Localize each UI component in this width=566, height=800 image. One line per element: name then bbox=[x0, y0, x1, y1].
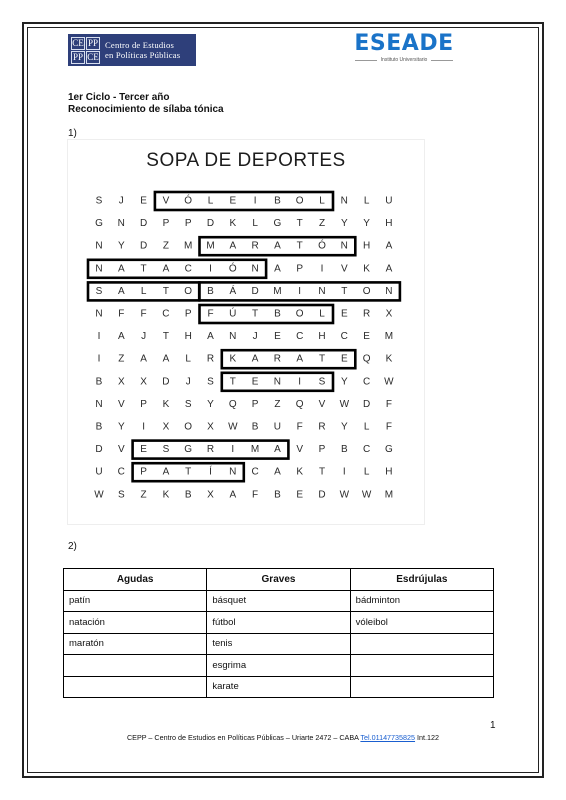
column-header-graves: Graves bbox=[207, 569, 350, 591]
grid-letter: N bbox=[95, 263, 103, 275]
grid-letter: A bbox=[162, 263, 170, 275]
grid-letter: T bbox=[318, 353, 326, 365]
grid-letter: L bbox=[363, 195, 370, 207]
footer-text: CEPP – Centro de Estudios en Políticas Públicas – Uriarte 2472 – CABA bbox=[126, 733, 359, 742]
grid-letter: C bbox=[184, 263, 192, 275]
grid-letter: A bbox=[162, 353, 170, 365]
grid-letter: A bbox=[274, 240, 281, 252]
table-cell: bádminton bbox=[350, 590, 493, 612]
grid-letter: C bbox=[162, 308, 170, 320]
grid-letter: Y bbox=[340, 376, 348, 388]
grid-letter: X bbox=[207, 489, 214, 501]
grid-letter: D bbox=[139, 240, 148, 252]
grid-letter: L bbox=[185, 353, 191, 365]
grid-letter: R bbox=[362, 308, 371, 320]
grid-letter: A bbox=[385, 263, 393, 275]
exercise-1-label: 1) bbox=[68, 128, 77, 139]
grid-letter: R bbox=[206, 353, 215, 365]
grid-letter: N bbox=[229, 466, 237, 478]
grid-letter: N bbox=[95, 240, 103, 252]
grid-letter: N bbox=[273, 376, 282, 388]
grid-letter: F bbox=[296, 421, 303, 433]
grid-letter: H bbox=[385, 218, 393, 230]
grid-letter: Y bbox=[340, 421, 348, 433]
grid-letter: N bbox=[340, 195, 348, 207]
cepp-line1: Centro de Estudios bbox=[105, 40, 175, 50]
grid-letter: A bbox=[251, 353, 259, 365]
table-row bbox=[64, 633, 494, 655]
grid-letter: Y bbox=[207, 398, 214, 410]
table-cell: fútbol bbox=[207, 612, 350, 634]
grid-letter: B bbox=[95, 376, 103, 388]
grid-letter: U bbox=[385, 195, 393, 207]
grid-letter: C bbox=[117, 466, 125, 478]
grid-letter: Ó bbox=[184, 195, 193, 207]
grid-letter: A bbox=[117, 263, 125, 275]
grid-letter: M bbox=[250, 444, 260, 456]
cepp-line2: en Políticas Públicas bbox=[105, 50, 181, 60]
table-cell: tenis bbox=[207, 633, 350, 655]
grid-letter: Ú bbox=[229, 308, 237, 320]
grid-letter: D bbox=[318, 489, 326, 501]
grid-letter: I bbox=[231, 444, 235, 456]
grid-letter: M bbox=[273, 285, 282, 297]
grid-letter: N bbox=[229, 331, 237, 343]
grid-letter: N bbox=[251, 263, 259, 275]
grid-letter: A bbox=[207, 331, 214, 343]
grid-letter: E bbox=[340, 308, 348, 320]
grid-letter: K bbox=[162, 398, 170, 410]
grid-letter: K bbox=[229, 353, 237, 365]
divider bbox=[431, 60, 453, 61]
grid-letter: W bbox=[339, 489, 350, 501]
grid-letter: J bbox=[185, 376, 191, 388]
grid-letter: S bbox=[95, 195, 103, 207]
grid-letter: A bbox=[117, 331, 125, 343]
heading-course: 1er Ciclo - Tercer año bbox=[68, 92, 170, 103]
grid-letter: I bbox=[97, 353, 101, 365]
grid-letter: O bbox=[362, 285, 371, 297]
eseade-subtitle-row bbox=[345, 56, 463, 64]
grid-letter: V bbox=[318, 398, 326, 410]
grid-letter: E bbox=[140, 195, 147, 207]
grid-letter: N bbox=[95, 398, 103, 410]
footer-extension: Int.122 bbox=[417, 733, 440, 742]
grid-letter: Y bbox=[340, 218, 348, 230]
grid-letter: W bbox=[339, 398, 350, 410]
grid-letter: P bbox=[296, 263, 304, 275]
grid-letter: I bbox=[253, 195, 257, 207]
grid-letter: O bbox=[184, 285, 193, 297]
grid-letter: R bbox=[273, 353, 282, 365]
grid-letter: N bbox=[117, 218, 125, 230]
grid-letter: L bbox=[140, 285, 147, 297]
heading-topic: Reconocimiento de sílaba tónica bbox=[68, 104, 224, 115]
grid-letter: M bbox=[206, 240, 215, 252]
grid-letter: E bbox=[363, 331, 370, 343]
grid-letter: L bbox=[252, 218, 258, 230]
grid-letter: S bbox=[318, 376, 326, 388]
grid-letter: T bbox=[185, 466, 192, 478]
grid-letter: S bbox=[95, 285, 103, 297]
grid-letter: K bbox=[229, 218, 237, 230]
grid-letter: D bbox=[139, 218, 148, 230]
eseade-name: ESEADE bbox=[354, 31, 454, 56]
grid-letter: V bbox=[162, 195, 170, 207]
grid-letter: I bbox=[298, 376, 302, 388]
table-cell bbox=[350, 676, 493, 698]
grid-letter: V bbox=[296, 444, 304, 456]
grid-letter: A bbox=[229, 240, 237, 252]
table-cell: esgrima bbox=[207, 655, 350, 677]
grid-letter: B bbox=[95, 421, 103, 433]
column-header-agudas: Agudas bbox=[64, 569, 207, 591]
grid-letter: Á bbox=[229, 285, 237, 297]
cepp-letter: CE bbox=[72, 37, 84, 48]
grid-letter: C bbox=[362, 444, 371, 456]
grid-letter: X bbox=[385, 308, 393, 320]
grid-letter: J bbox=[141, 331, 147, 343]
grid-letter: F bbox=[385, 398, 392, 410]
grid-letter: Z bbox=[140, 489, 147, 501]
word-search-puzzle bbox=[68, 140, 424, 524]
grid-letter: A bbox=[296, 353, 304, 365]
grid-letter: I bbox=[342, 466, 346, 478]
grid-letter: B bbox=[274, 195, 281, 207]
found-word-box bbox=[200, 305, 334, 323]
grid-letter: K bbox=[296, 466, 304, 478]
cepp-letter: CE bbox=[87, 51, 99, 62]
grid-letter: B bbox=[184, 489, 192, 501]
grid-letter: B bbox=[207, 285, 214, 297]
grid-letter: P bbox=[251, 398, 259, 410]
grid-letter: C bbox=[362, 376, 371, 388]
grid-letter: T bbox=[252, 308, 259, 320]
grid-letter: H bbox=[362, 240, 371, 252]
table-row bbox=[64, 590, 494, 612]
grid-letter: I bbox=[298, 285, 302, 297]
grid-letter: Ó bbox=[318, 240, 326, 252]
table-cell bbox=[350, 655, 493, 677]
table-header-row bbox=[64, 569, 494, 591]
divider bbox=[355, 60, 377, 61]
grid-letter: X bbox=[117, 376, 125, 388]
grid-letter: Y bbox=[117, 421, 125, 433]
table-cell: karate bbox=[207, 676, 350, 698]
grid-letter: X bbox=[207, 421, 214, 433]
grid-letter: E bbox=[274, 331, 281, 343]
grid-letter: I bbox=[97, 331, 101, 343]
table-cell: maratón bbox=[64, 633, 207, 655]
grid-letter: E bbox=[251, 376, 259, 388]
found-word-box bbox=[88, 260, 266, 278]
word-search-grid bbox=[68, 140, 424, 524]
grid-letter: S bbox=[117, 489, 125, 501]
grid-letter: Ó bbox=[228, 263, 237, 275]
grid-letter: A bbox=[274, 263, 281, 275]
grid-letter: N bbox=[95, 308, 103, 320]
grid-letter: N bbox=[318, 285, 326, 297]
grid-letter: F bbox=[140, 308, 147, 320]
grid-letter: C bbox=[340, 331, 348, 343]
grid-letter: L bbox=[363, 421, 370, 433]
grid-letter: N bbox=[340, 240, 348, 252]
grid-letter: W bbox=[384, 376, 394, 388]
grid-letter: P bbox=[184, 308, 192, 320]
eseade-logo bbox=[345, 32, 463, 66]
grid-letter: H bbox=[318, 331, 326, 343]
grid-letter: E bbox=[229, 195, 237, 207]
grid-letter: K bbox=[162, 489, 170, 501]
grid-letter: L bbox=[207, 195, 214, 207]
grid-letter: A bbox=[162, 466, 170, 478]
grid-letter: A bbox=[274, 466, 281, 478]
grid-letter: D bbox=[95, 444, 103, 456]
grid-letter: P bbox=[162, 218, 170, 230]
grid-letter: I bbox=[142, 421, 145, 433]
table-cell: básquet bbox=[207, 590, 350, 612]
grid-letter: A bbox=[274, 444, 281, 456]
table-cell bbox=[350, 633, 493, 655]
grid-letter: B bbox=[274, 489, 281, 501]
grid-letter: W bbox=[228, 421, 238, 433]
grid-letter: H bbox=[184, 331, 192, 343]
grid-letter: O bbox=[184, 421, 193, 433]
grid-letter: P bbox=[184, 218, 192, 230]
grid-letter: L bbox=[319, 195, 325, 207]
footer bbox=[0, 733, 566, 742]
grid-letter: I bbox=[209, 263, 212, 275]
grid-letter: T bbox=[140, 263, 147, 275]
grid-letter: M bbox=[384, 489, 394, 501]
grid-letter: C bbox=[251, 466, 259, 478]
grid-letter: U bbox=[273, 421, 282, 433]
table-cell: patín bbox=[64, 590, 207, 612]
grid-letter: Q bbox=[295, 398, 304, 410]
grid-letter: S bbox=[207, 376, 214, 388]
grid-letter: A bbox=[385, 240, 393, 252]
grid-letter: N bbox=[385, 285, 393, 297]
grid-letter: E bbox=[140, 444, 147, 456]
grid-letter: G bbox=[273, 218, 282, 230]
grid-letter: G bbox=[184, 444, 193, 456]
grid-letter: J bbox=[252, 331, 258, 343]
grid-letter: F bbox=[118, 308, 125, 320]
grid-letter: K bbox=[363, 263, 370, 275]
table-cell bbox=[64, 655, 207, 677]
grid-letter: E bbox=[340, 353, 348, 365]
grid-letter: D bbox=[251, 285, 259, 297]
table-row bbox=[64, 612, 494, 634]
grid-letter: D bbox=[162, 376, 170, 388]
exercise-2-label: 2) bbox=[68, 541, 77, 552]
grid-letter: T bbox=[229, 376, 236, 388]
grid-letter: Y bbox=[117, 240, 125, 252]
grid-letter: L bbox=[319, 308, 325, 320]
grid-letter: B bbox=[251, 421, 259, 433]
grid-letter: O bbox=[295, 195, 304, 207]
found-word-box bbox=[222, 350, 355, 368]
grid-letter: A bbox=[229, 489, 237, 501]
grid-letter: M bbox=[184, 240, 193, 252]
grid-letter: C bbox=[296, 331, 304, 343]
grid-letter: V bbox=[340, 263, 348, 275]
table-row bbox=[64, 655, 494, 677]
table-cell: vóleibol bbox=[350, 612, 493, 634]
grid-letter: Z bbox=[318, 218, 326, 230]
grid-letter: D bbox=[206, 218, 215, 230]
cepp-logo-mark bbox=[71, 37, 100, 64]
grid-letter: V bbox=[117, 398, 125, 410]
grid-letter: E bbox=[296, 489, 304, 501]
grid-letter: P bbox=[140, 466, 147, 478]
grid-letter: Í bbox=[209, 466, 212, 478]
cepp-logo bbox=[68, 34, 196, 66]
eseade-subtitle: Instituto Universitario bbox=[380, 57, 428, 63]
grid-letter: B bbox=[340, 444, 348, 456]
page-number: 1 bbox=[490, 720, 496, 731]
grid-letter: S bbox=[184, 398, 192, 410]
grid-letter: G bbox=[95, 218, 103, 230]
cepp-letter: PP bbox=[87, 37, 98, 48]
grid-letter: R bbox=[206, 444, 215, 456]
grid-letter: R bbox=[318, 421, 326, 433]
grid-letter: G bbox=[385, 444, 393, 456]
grid-letter: D bbox=[362, 398, 371, 410]
grid-letter: R bbox=[251, 240, 259, 252]
grid-letter: Z bbox=[118, 353, 125, 365]
accent-classification-table bbox=[63, 568, 494, 698]
grid-letter: W bbox=[361, 489, 372, 501]
table-row bbox=[64, 676, 494, 698]
grid-letter: W bbox=[94, 489, 104, 501]
grid-letter: A bbox=[117, 285, 125, 297]
grid-letter: B bbox=[274, 308, 281, 320]
word-search-title: SOPA DE DEPORTES bbox=[146, 150, 346, 171]
grid-letter: T bbox=[341, 285, 348, 297]
cepp-logo-text bbox=[105, 40, 180, 60]
grid-letter: P bbox=[318, 444, 326, 456]
grid-letter: Z bbox=[162, 240, 169, 252]
grid-letter: M bbox=[384, 331, 394, 343]
grid-letter: Z bbox=[274, 398, 281, 410]
grid-letter: U bbox=[95, 466, 103, 478]
grid-letter: A bbox=[140, 353, 147, 365]
footer-phone-link[interactable]: Tel.01147735825 bbox=[360, 733, 416, 742]
grid-letter: H bbox=[385, 466, 393, 478]
grid-letter: J bbox=[118, 195, 124, 207]
grid-letter: K bbox=[385, 353, 393, 365]
grid-letter: T bbox=[296, 218, 303, 230]
table-cell bbox=[64, 676, 207, 698]
grid-letter: Q bbox=[228, 398, 237, 410]
grid-letter: X bbox=[140, 376, 147, 388]
grid-letter: F bbox=[252, 489, 259, 501]
grid-letter: T bbox=[162, 331, 169, 343]
grid-letter: V bbox=[117, 444, 125, 456]
cepp-letter: PP bbox=[72, 51, 83, 62]
column-header-esdrujulas: Esdrújulas bbox=[350, 569, 493, 591]
grid-letter: X bbox=[162, 421, 170, 433]
grid-letter: O bbox=[295, 308, 304, 320]
grid-letter: F bbox=[207, 308, 214, 320]
grid-letter: Q bbox=[362, 353, 371, 365]
grid-letter: I bbox=[320, 263, 324, 275]
grid-letter: T bbox=[162, 285, 169, 297]
grid-letter: T bbox=[318, 466, 326, 478]
table-cell: natación bbox=[64, 612, 207, 634]
grid-letter: Y bbox=[363, 218, 370, 230]
grid-letter: P bbox=[140, 398, 147, 410]
grid-letter: F bbox=[385, 421, 392, 433]
grid-letter: T bbox=[296, 240, 303, 252]
grid-letter: S bbox=[162, 444, 170, 456]
grid-letter: L bbox=[363, 466, 370, 478]
found-word-box bbox=[155, 192, 333, 210]
